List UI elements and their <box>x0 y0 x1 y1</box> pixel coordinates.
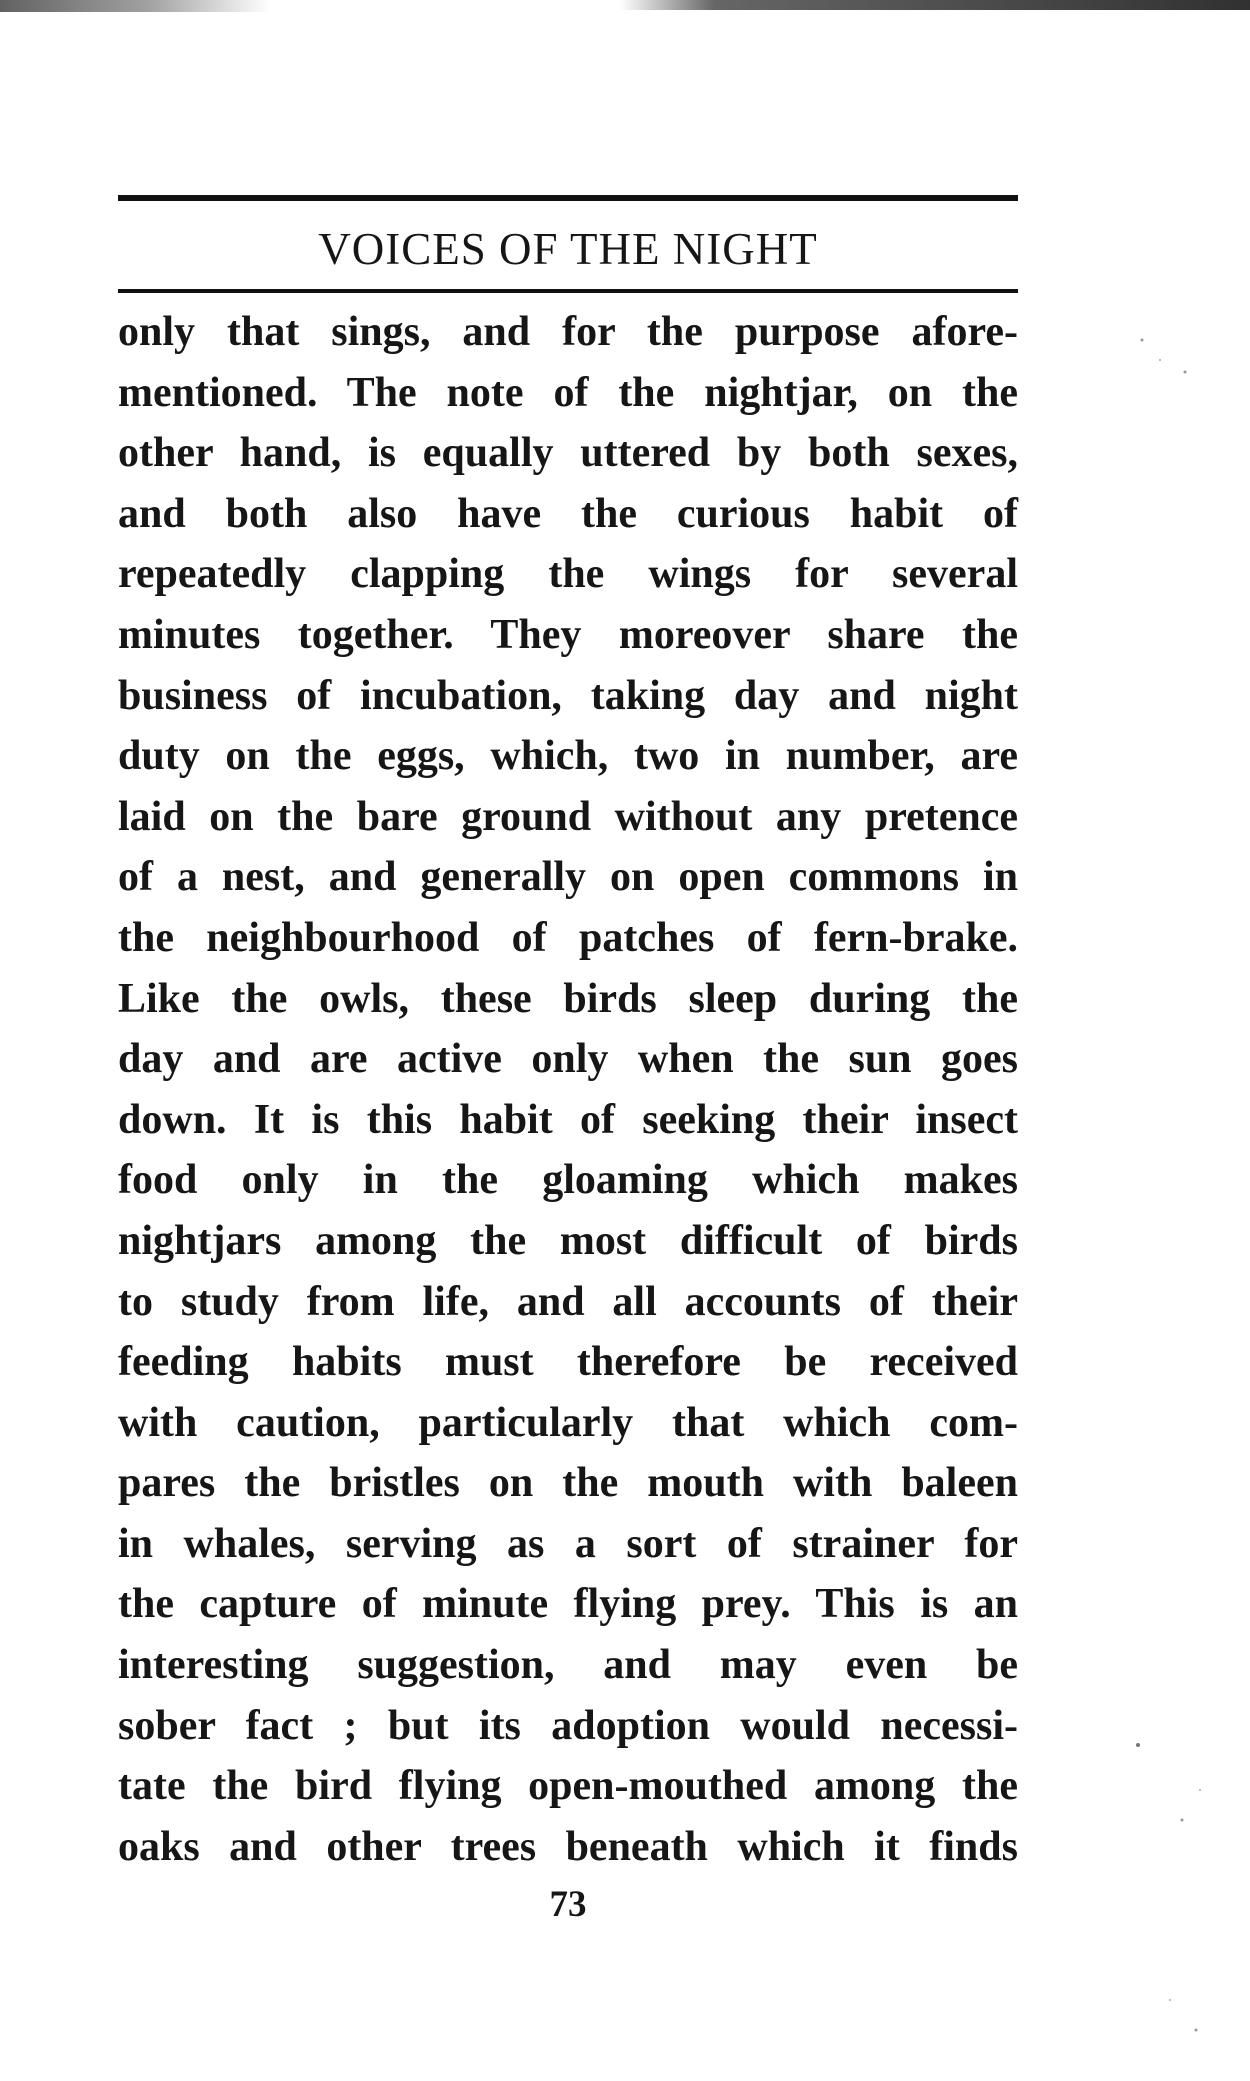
text-line: only that sings, and for the purpose afore- <box>118 309 1018 355</box>
book-page <box>118 195 1018 1926</box>
speck <box>1136 1743 1140 1747</box>
text-line: the capture of minute flying prey. This is an <box>118 1581 1018 1628</box>
speck <box>1195 2029 1198 2032</box>
scan-edge-shadow-left <box>0 0 270 12</box>
text-line: pares the bristles on the mouth with baleen <box>118 1460 1018 1507</box>
page-number: 73 <box>549 1884 587 1926</box>
text-line: of a nest, and generally on open commons in <box>118 854 1018 901</box>
speck <box>1169 1999 1171 2001</box>
speck <box>1184 371 1187 374</box>
text-line: in whales, serving as a sort of strainer for <box>118 1520 1018 1567</box>
text-line: Like the owls, these birds sleep during the <box>118 975 1018 1022</box>
text-line: tate the bird flying open-mouthed among the <box>118 1763 1018 1810</box>
text-line: repeatedly clapping the wings for several <box>118 551 1018 598</box>
text-line: down. It is this habit of seeking their insect <box>118 1096 1018 1143</box>
text-line: feeding habits must therefore be received <box>118 1339 1018 1386</box>
text-line: business of incubation, taking day and night <box>118 672 1018 719</box>
speck <box>1141 339 1144 342</box>
text-line: mentioned. The note of the nightjar, on the <box>118 369 1018 416</box>
speck <box>1181 1819 1184 1822</box>
text-line: food only in the gloaming which makes <box>118 1157 1018 1204</box>
text-line: the neighbourhood of patches of fern-brake. <box>118 914 1018 961</box>
text-line: duty on the eggs, which, two in number, are <box>118 733 1018 780</box>
text-line: other hand, is equally uttered by both sexes, <box>118 430 1018 477</box>
text-line: and both also have the curious habit of <box>118 490 1018 537</box>
text-line: to study from life, and all accounts of their <box>118 1278 1018 1325</box>
text-line: with caution, particularly that which com- <box>118 1399 1018 1446</box>
text-line: sober fact ; but its adoption would necessi- <box>118 1702 1018 1749</box>
text-line: laid on the bare ground without any pretence <box>118 793 1018 840</box>
running-title: VOICES OF THE NIGHT <box>318 224 818 274</box>
text-line: interesting suggestion, and may even be <box>118 1642 1018 1689</box>
speck <box>1199 1789 1201 1791</box>
header-bottom-rule <box>118 289 1018 293</box>
scan-specks <box>1130 0 1250 2081</box>
speck <box>1159 359 1161 361</box>
body-text <box>118 302 1018 1877</box>
text-line: oaks and other trees beneath which it finds <box>118 1823 1018 1870</box>
text-line: nightjars among the most difficult of birds <box>118 1217 1018 1264</box>
text-line: minutes together. They moreover share the <box>118 611 1018 658</box>
text-line: day and are active only when the sun goes <box>118 1036 1018 1083</box>
